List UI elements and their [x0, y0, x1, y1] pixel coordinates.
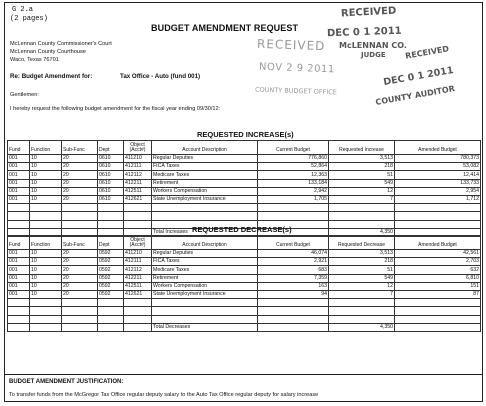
table-cell: 20 [62, 266, 98, 274]
justification-heading: BUDGET AMENDMENT JUSTIFICATION: [9, 379, 124, 385]
county-auditor-stamp: COUNTY AUDITOR [374, 84, 456, 107]
table-cell: 20 [62, 163, 98, 171]
table-header-row [8, 141, 481, 155]
table-cell: 6,810 [395, 274, 481, 282]
table-row [8, 179, 481, 187]
address-line-3: Waco, Texas 76701 [10, 57, 59, 63]
table-cell: 2,954 [395, 187, 481, 195]
doc-id: G 2.a [12, 6, 34, 14]
received-date-budget: NOV 2 9 2011 [258, 61, 335, 76]
table-cell: 412211 [124, 179, 152, 187]
table-cell: 10 [30, 187, 62, 195]
table-cell: 133,733 [395, 179, 481, 187]
table-cell: 001 [8, 155, 30, 163]
table-cell: 10 [30, 195, 62, 203]
total-cell [124, 323, 152, 331]
table-cell: 51 [329, 171, 395, 179]
column-header-amended: Amended Budget [395, 141, 481, 155]
received-stamp-auditor: RECEIVED [404, 44, 450, 61]
total-row [8, 323, 481, 331]
table-cell: 10 [30, 266, 62, 274]
table-row [8, 250, 481, 258]
table-cell: 412511 [124, 282, 152, 290]
blank-cell [62, 220, 98, 228]
blank-cell [62, 315, 98, 323]
table-cell: 53,082 [395, 163, 481, 171]
table-cell: 411210 [124, 155, 152, 163]
table-row [8, 163, 481, 171]
table-cell: 0610 [98, 171, 124, 179]
blank-cell [98, 204, 124, 212]
table-cell: 412112 [124, 266, 152, 274]
table-cell: 0592 [98, 250, 124, 258]
table-cell: 10 [30, 274, 62, 282]
address-line-1: McLennan County Commissioner's Court [10, 41, 112, 47]
blank-cell [258, 212, 329, 220]
table-cell: 001 [8, 282, 30, 290]
total-value: 4,350 [329, 323, 395, 331]
column-header-subfunc: Sub-Func [62, 236, 98, 250]
table-cell: 20 [62, 171, 98, 179]
blank-cell [395, 220, 481, 228]
re-value: Tax Office - Auto (fund 001) [120, 73, 201, 80]
blank-cell [98, 299, 124, 307]
column-header-object: Object (Acct#) [124, 141, 152, 155]
justification-section [5, 374, 482, 398]
total-cell [62, 323, 98, 331]
table-cell: 10 [30, 258, 62, 266]
table-cell: Workers Compensation [152, 282, 258, 290]
table-cell: FICA Taxes [152, 163, 258, 171]
table-cell: 20 [62, 282, 98, 290]
blank-cell [152, 299, 258, 307]
table-cell: 20 [62, 179, 98, 187]
table-cell: 0610 [98, 187, 124, 195]
received-stamp-budget: RECEIVED [256, 36, 326, 54]
table-cell: 10 [30, 171, 62, 179]
blank-row [8, 315, 481, 323]
table-cell: 7 [329, 195, 395, 203]
table-cell: 10 [30, 163, 62, 171]
table-cell: 780,373 [395, 155, 481, 163]
blank-cell [8, 220, 30, 228]
judge-stamp: JUDGE [361, 51, 386, 59]
table-cell: 12 [329, 282, 395, 290]
column-header-amended: Amended Budget [395, 236, 481, 250]
table-cell: 3,513 [329, 155, 395, 163]
blank-row [8, 204, 481, 212]
table-row [8, 282, 481, 290]
table-cell: 0592 [98, 274, 124, 282]
table-cell: State Unemployment Insurance [152, 290, 258, 298]
blank-cell [395, 299, 481, 307]
increases-table [7, 140, 481, 237]
increases-heading: REQUESTED INCREASE(s) [197, 130, 294, 139]
greeting: Gentlemen: [10, 92, 39, 98]
table-cell: 218 [329, 258, 395, 266]
table-cell: 0610 [98, 195, 124, 203]
table-cell: 001 [8, 195, 30, 203]
blank-row [8, 307, 481, 315]
table-cell: 10 [30, 179, 62, 187]
table-cell: 001 [8, 250, 30, 258]
blank-cell [258, 307, 329, 315]
table-cell: Workers Compensation [152, 187, 258, 195]
table-row [8, 187, 481, 195]
table-cell: 0610 [98, 179, 124, 187]
blank-cell [62, 307, 98, 315]
blank-cell [395, 212, 481, 220]
table-cell: 1,705 [258, 195, 329, 203]
table-cell: 001 [8, 290, 30, 298]
table-cell: 87 [395, 290, 481, 298]
blank-cell [395, 204, 481, 212]
column-header-function: Function [30, 236, 62, 250]
table-cell: 412621 [124, 290, 152, 298]
table-cell: 20 [62, 250, 98, 258]
blank-cell [98, 307, 124, 315]
total-label: Total Decreases [152, 323, 258, 331]
table-cell: Regular Deputies [152, 250, 258, 258]
blank-cell [30, 212, 62, 220]
table-cell: 001 [8, 266, 30, 274]
blank-cell [98, 315, 124, 323]
blank-cell [30, 204, 62, 212]
table-cell: 632 [395, 266, 481, 274]
column-header-req_dec: Requested Decrease [329, 236, 395, 250]
table-cell: 52,864 [258, 163, 329, 171]
received-date-top: DEC 0 1 2011 [326, 25, 402, 40]
column-header-object: Object (Acct#) [124, 236, 152, 250]
column-header-current: Current Budget [258, 236, 329, 250]
table-cell: 683 [258, 266, 329, 274]
blank-cell [124, 204, 152, 212]
table-row [8, 274, 481, 282]
blank-cell [258, 299, 329, 307]
table-row [8, 266, 481, 274]
table-cell: 0610 [98, 163, 124, 171]
table-cell: 20 [62, 187, 98, 195]
table-cell: 151 [395, 282, 481, 290]
table-cell: 133,184 [258, 179, 329, 187]
blank-cell [8, 204, 30, 212]
address-line-2: McLennan County Courthouse [10, 49, 86, 55]
table-cell: 412112 [124, 171, 152, 179]
table-cell: 412511 [124, 187, 152, 195]
decreases-table [7, 235, 481, 332]
table-cell: 10 [30, 250, 62, 258]
blank-cell [8, 299, 30, 307]
blank-cell [124, 315, 152, 323]
blank-cell [30, 220, 62, 228]
table-cell: 94 [258, 290, 329, 298]
blank-cell [152, 212, 258, 220]
blank-cell [30, 307, 62, 315]
blank-cell [329, 212, 395, 220]
table-cell: FICA Taxes [152, 258, 258, 266]
blank-cell [62, 204, 98, 212]
table-cell: 20 [62, 258, 98, 266]
blank-cell [30, 315, 62, 323]
table-cell: 0610 [98, 155, 124, 163]
blank-cell [152, 204, 258, 212]
table-row [8, 171, 481, 179]
table-cell: 20 [62, 274, 98, 282]
blank-cell [124, 212, 152, 220]
table-cell: 42,561 [395, 250, 481, 258]
table-cell: 2,921 [258, 258, 329, 266]
table-cell: 3,513 [329, 250, 395, 258]
decreases-heading: REQUESTED DECREASE(s) [192, 225, 292, 234]
table-cell: 412211 [124, 274, 152, 282]
column-header-dept: Dept [98, 141, 124, 155]
page-count: (2 pages) [10, 15, 48, 23]
blank-cell [8, 315, 30, 323]
column-header-fund: Fund [8, 141, 30, 155]
table-cell: 411210 [124, 250, 152, 258]
table-cell: 12,414 [395, 171, 481, 179]
table-row [8, 290, 481, 298]
budget-office-stamp: COUNTY BUDGET OFFICE [254, 85, 337, 97]
table-cell: 0592 [98, 282, 124, 290]
blank-cell [152, 315, 258, 323]
blank-cell [329, 204, 395, 212]
table-cell: 10 [30, 282, 62, 290]
justification-text: To transfer funds from the McGregor Tax Office regular deputy salary to the Auto Tax Office regular deputy for salary increase [9, 392, 319, 398]
table-cell: 001 [8, 179, 30, 187]
table-cell: 12,363 [258, 171, 329, 179]
re-label: Re: Budget Amendment for: [10, 73, 93, 80]
blank-cell [124, 307, 152, 315]
column-header-function: Function [30, 141, 62, 155]
table-header-row [8, 236, 481, 250]
blank-cell [152, 307, 258, 315]
total-cell [258, 323, 329, 331]
table-cell: 412111 [124, 258, 152, 266]
blank-cell [124, 220, 152, 228]
table-cell: 0592 [98, 290, 124, 298]
blank-cell [62, 212, 98, 220]
total-cell [30, 323, 62, 331]
table-cell: 10 [30, 155, 62, 163]
total-cell [98, 323, 124, 331]
table-cell: Medicare Taxes [152, 266, 258, 274]
table-cell: Retirement [152, 274, 258, 282]
request-line: I hereby request the following budget amendment for the fiscal year ending 09/30/12: [10, 106, 221, 112]
table-cell: 10 [30, 290, 62, 298]
table-row [8, 258, 481, 266]
received-date-auditor: DEC 0 1 2011 [382, 64, 455, 89]
column-header-desc: Account Description [152, 236, 258, 250]
table-cell: 12 [329, 187, 395, 195]
table-cell: 51 [329, 266, 395, 274]
table-row [8, 155, 481, 163]
table-row [8, 195, 481, 203]
received-stamp-top: RECEIVED [340, 5, 397, 20]
blank-cell [30, 299, 62, 307]
blank-cell [258, 204, 329, 212]
blank-cell [395, 315, 481, 323]
blank-cell [8, 212, 30, 220]
table-cell: 549 [329, 274, 395, 282]
table-cell: Medicare Taxes [152, 171, 258, 179]
total-cell [8, 323, 30, 331]
table-cell: 001 [8, 163, 30, 171]
blank-cell [258, 315, 329, 323]
table-cell: 001 [8, 187, 30, 195]
blank-cell [124, 299, 152, 307]
table-cell: 2,703 [395, 258, 481, 266]
column-header-dept: Dept [98, 236, 124, 250]
table-cell: 218 [329, 163, 395, 171]
table-cell: 0592 [98, 258, 124, 266]
table-cell: 20 [62, 290, 98, 298]
table-cell: 2,942 [258, 187, 329, 195]
table-cell: Retirement [152, 179, 258, 187]
table-cell: 001 [8, 258, 30, 266]
column-header-current: Current Budget [258, 141, 329, 155]
table-cell: 776,860 [258, 155, 329, 163]
table-cell: 46,074 [258, 250, 329, 258]
table-cell: 7 [329, 290, 395, 298]
column-header-desc: Account Description [152, 141, 258, 155]
mclennan-stamp: McLENNAN CO. [339, 41, 407, 50]
blank-cell [98, 220, 124, 228]
blank-cell [62, 299, 98, 307]
table-cell: 1,712 [395, 195, 481, 203]
column-header-fund: Fund [8, 236, 30, 250]
table-cell: 163 [258, 282, 329, 290]
blank-cell [8, 307, 30, 315]
table-cell: 412621 [124, 195, 152, 203]
page-title: BUDGET AMENDMENT REQUEST [151, 23, 299, 33]
total-cell [395, 323, 481, 331]
blank-cell [329, 220, 395, 228]
blank-row [8, 299, 481, 307]
blank-cell [329, 307, 395, 315]
total-value: 4,350 [329, 228, 395, 236]
table-cell: 549 [329, 179, 395, 187]
table-cell: 001 [8, 274, 30, 282]
table-cell: State Unemployment Insurance [152, 195, 258, 203]
blank-cell [395, 307, 481, 315]
table-cell: 7,359 [258, 274, 329, 282]
blank-cell [329, 315, 395, 323]
column-header-subfunc: Sub-Func [62, 141, 98, 155]
document-page [4, 2, 483, 402]
table-cell: 001 [8, 171, 30, 179]
table-cell: 412111 [124, 163, 152, 171]
table-cell: 0592 [98, 266, 124, 274]
total-label: Total Increases [152, 228, 258, 236]
blank-row [8, 212, 481, 220]
table-cell: 20 [62, 195, 98, 203]
column-header-req_inc: Requested Increase [329, 141, 395, 155]
blank-cell [98, 212, 124, 220]
table-cell: Regular Deputies [152, 155, 258, 163]
blank-cell [329, 299, 395, 307]
table-cell: 20 [62, 155, 98, 163]
